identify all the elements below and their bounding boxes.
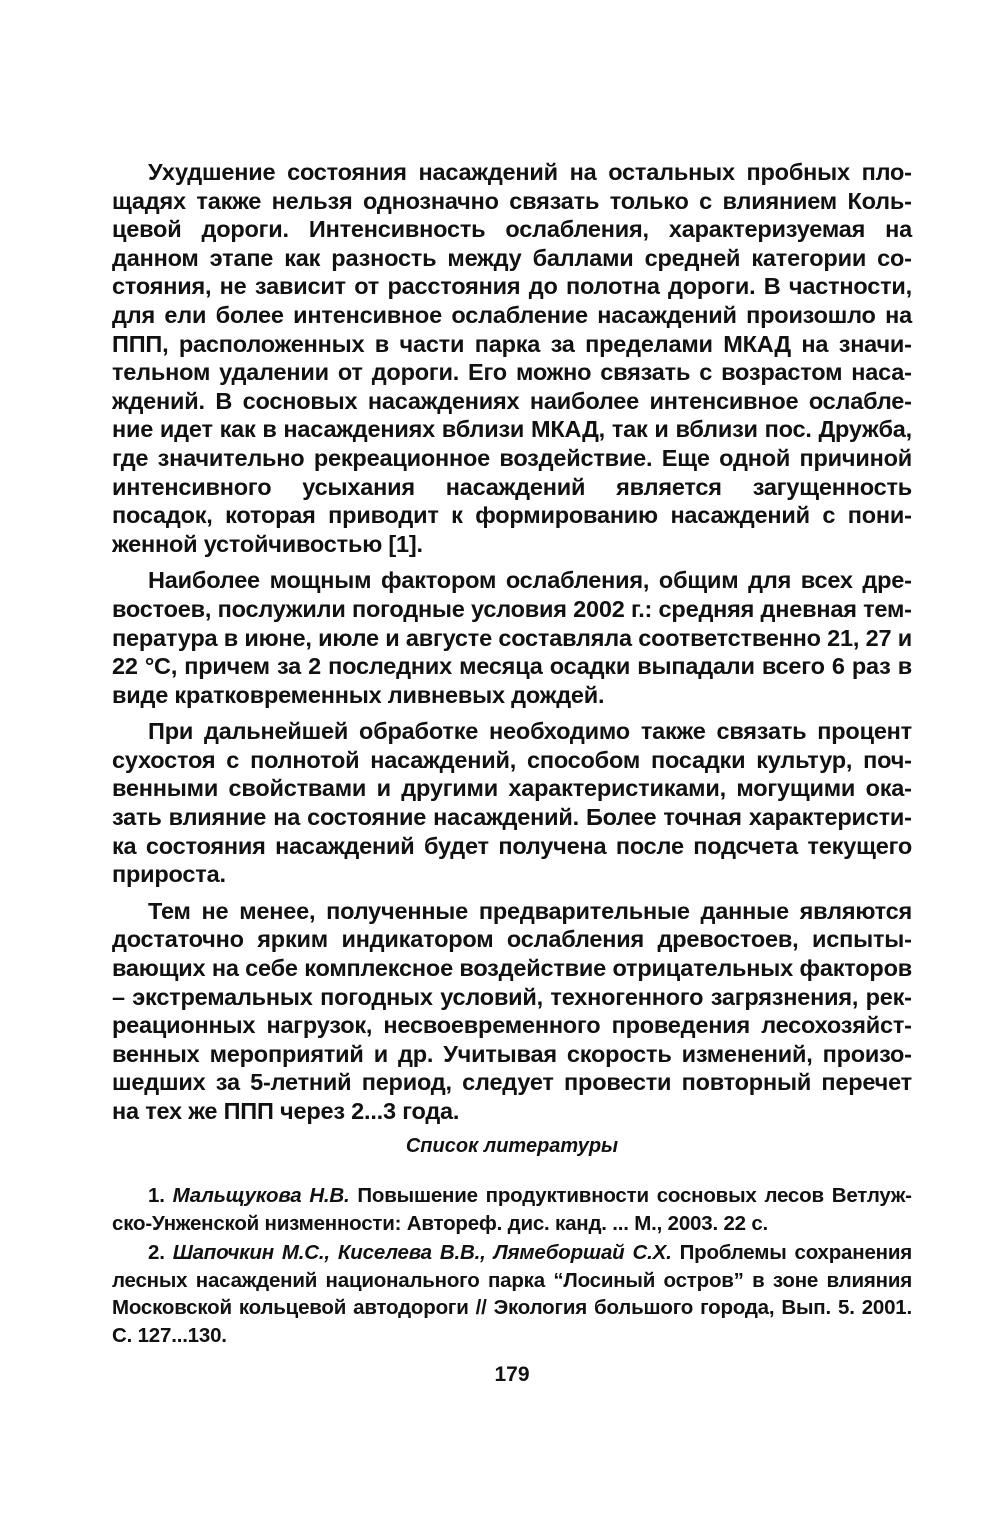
reference-item bbox=[112, 1182, 912, 1237]
reference-text: Проблемы сохранения лесных насаждений национального парка “Лосиный остров” в зоне влияния Московской кольцевой автодороги // Экология большого города, Вып. 5. 2001. С. 127...130. bbox=[112, 1241, 912, 1347]
reference-text: Повышение продуктивности сосновых лесов Ветлужско-Унженской низменности: Автореф. дис. канд. ... М., 2003. 22 с. bbox=[112, 1184, 912, 1235]
paragraph-3: При дальнейшей обработке необходимо также связать процент сухостоя с полнотой насаждений, способом посадки культур, почвенными свойствами и другими характеристиками, могущими оказать влияние на состояние насаждений. Более точная характеристика состояния насаждений будет получена после подсчета текущего прироста. bbox=[112, 718, 912, 888]
references-heading: Список литературы bbox=[405, 1135, 619, 1157]
reference-authors: Мальщукова Н.В. bbox=[172, 1184, 350, 1207]
reference-number: 1. bbox=[148, 1184, 165, 1207]
reference-authors: Шапочкин М.С., Киселева В.В., Лямеборшай С.Х. bbox=[172, 1241, 672, 1264]
paragraph-1: Ухудшение состояния насаждений на остальных пробных площадях также нельзя однозначно связать только с влиянием Кольцевой дороги. Интенсивность ослабления, характеризуемая на данном этапе как разность между баллами средней категории состояния, не зависит от расстояния до полотна дороги. В частности, для ели более интенсивное ослабление насаждений произошло на ППП, расположенных в части парка за пределами МКАД на значительном удалении от дороги. Его можно связать с возрастом насаждений. В сосновых насаждениях наиболее интенсивное ослабление идет как в насаждениях вблизи МКАД, так и вблизи пос. Дружба, где значительно рекреационное воздействие. Еще одной причиной интенсивного усыхания насаждений является загущенность посадок, которая приводит к формированию насаждений с пониженной устойчивостью [1]. bbox=[112, 159, 912, 557]
body-text bbox=[112, 158, 912, 1134]
paragraph-4: Тем не менее, полученные предварительные данные являются достаточно ярким индикатором ослабления древостоев, испытывающих на себе комплексное воздействие отрицательных факторов – экстремальных погодных условий, техногенного загрязнения, рекреационных нагрузок, несвоевременного проведения лесохозяйственных мероприятий и др. Учитывая скорость изменений, произошедших за 5-летний период, следует провести повторный перечет на тех же ППП через 2...3 года. bbox=[112, 897, 912, 1124]
page-number: 179 bbox=[494, 1363, 530, 1386]
reference-item bbox=[112, 1239, 912, 1349]
reference-number: 2. bbox=[148, 1241, 165, 1264]
paragraph-2: Наиболее мощным фактором ослабления, общим для всех древостоев, послужили погодные условия 2002 г.: средняя дневная температура в июне, июле и августе составляла соответственно 21, 27 и 22 °С, причем за 2 последних месяца осадки выпадали всего 6 раз в виде кратковременных ливневых дождей. bbox=[112, 567, 912, 708]
references-list bbox=[112, 1182, 912, 1351]
